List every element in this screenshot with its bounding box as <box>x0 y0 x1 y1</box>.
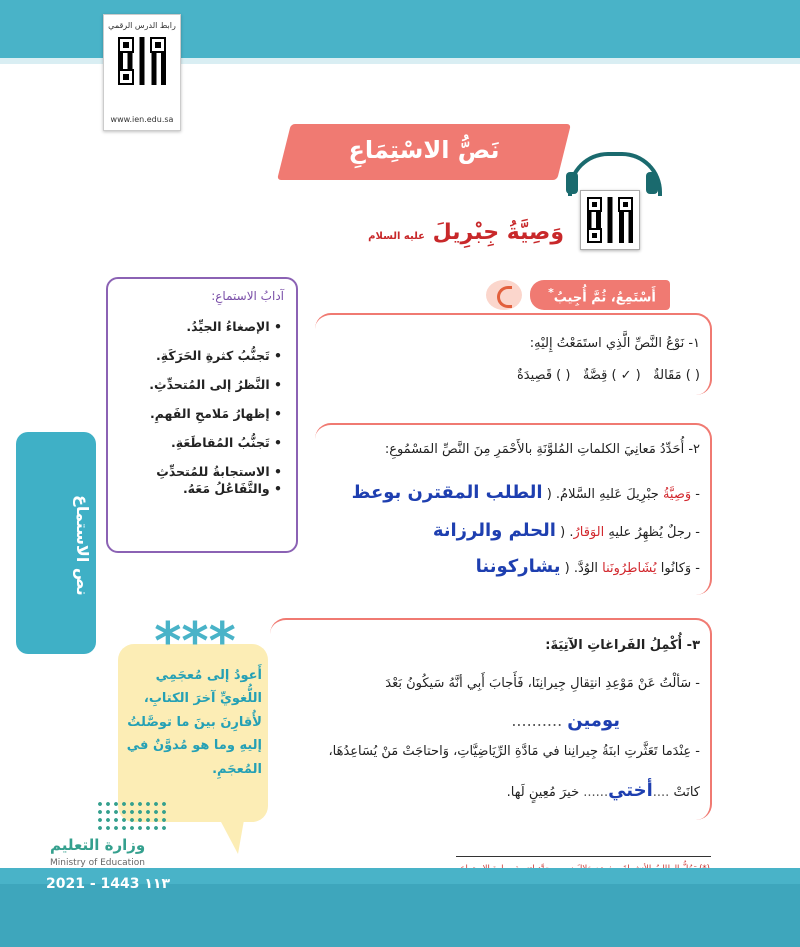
story-title-text: وَصِيَّةُ جِبْرِيلَ <box>432 220 564 245</box>
question-3-line-2: - عِنْدَما تَعَثَّرتِ ابنَةُ جِيرانِنا في مَادَّةِ الرِّيَاضِيَّاتِ، وَاحتاجَتْ مَنْ يُسَاعِدُهَا، <box>328 744 700 759</box>
digital-lesson-qr-card[interactable] <box>103 14 181 131</box>
ministry-name-arabic: وزارة التعليم <box>50 836 146 854</box>
question-3-answer-1-line: يومين .......... <box>511 710 620 731</box>
footnote-divider <box>456 856 711 857</box>
row-text: جبْرِيلَ عَليهِ السَّلامُ. ( <box>546 487 663 502</box>
list-item: • الإصغاءُ الجيِّدُ. <box>112 319 282 334</box>
list-item: • الاستجابةُ للمُتحدِّثِ <box>112 464 282 479</box>
ministry-logo-icon <box>96 800 166 834</box>
story-honorific: عليه السلام <box>368 231 425 242</box>
headphone-right-ear-icon <box>646 172 658 194</box>
row-text: خيرَ مُعِينٍ لَها. <box>506 785 580 800</box>
ear-listening-icon <box>486 280 522 310</box>
listen-answer-text: أَسْتَمِعُ، ثُمَّ أُجِيبُ <box>553 290 656 306</box>
answer-text[interactable]: يشاركوننا <box>475 556 561 577</box>
list-item: • النَّظرُ إلى المُتحدِّثِ. <box>112 377 282 392</box>
answer-text[interactable]: الحلم والرزانة <box>432 520 556 541</box>
listening-etiquette-box <box>106 277 298 553</box>
ministry-name-english: Ministry of Education <box>50 858 145 868</box>
listen-answer-label <box>540 286 664 305</box>
side-section-tab-label: نص الاستماع <box>73 494 92 596</box>
story-title <box>324 220 564 245</box>
row-text: كانَتْ <box>673 785 700 800</box>
highlighted-word: يُشَاطِرُونَنا <box>602 561 657 576</box>
edition-year: 2021 - 1443 <box>46 876 140 892</box>
option-poem[interactable]: ( ) قَصِيدَةٌ <box>516 368 571 383</box>
question-1-options <box>330 368 700 383</box>
row-text: - وَكانُوا <box>656 561 700 576</box>
etiquette-list <box>112 319 282 510</box>
headphone-left-ear-icon <box>566 172 578 194</box>
page-number <box>46 876 170 892</box>
option-article[interactable]: ( ) مَقَالةٌ <box>653 368 700 383</box>
row-text: - <box>691 487 700 502</box>
qr-code-icon[interactable] <box>118 37 166 85</box>
option-story[interactable]: ( ✓ ) قِصَّةٌ <box>582 368 641 383</box>
highlighted-word: الوَقارُ <box>573 525 605 540</box>
lesson-title: نَصُّ الاسْتِمَاعِ <box>348 136 500 164</box>
question-2-row <box>330 520 700 541</box>
question-3-line-1: - سَألْتُ عَنْ مَوْعِدِ انتِقالِ جِيرانِنَا، فَأَجابَ أَبِي أنَّهُ سَيكُونُ بَعْدَ <box>385 676 700 691</box>
highlighted-word: وَصِيَّةُ <box>662 487 692 502</box>
page-number-text: ١١٣ <box>144 876 171 892</box>
note-bubble-tail <box>220 820 244 854</box>
row-text: . ( <box>560 525 574 540</box>
question-3-text: ٣- أُكْمِلُ الفَراغاتِ الآتِيَةَ: <box>545 638 700 653</box>
audio-qr-code-icon[interactable] <box>580 190 640 250</box>
question-2-text: ٢- أُحَدِّدُ مَعانِيَ الكلماتِ المُلوَّنَةِ بالأَحْمَرِ مِنَ النَّصِّ المَسْمُوعِ: <box>384 442 700 457</box>
answer-text[interactable]: يومين <box>567 710 620 731</box>
question-3-line-3: كانَتْ ....أختي...... خيرَ مُعِينٍ لَها. <box>506 780 700 801</box>
row-text: - رجلٌ يُظهِرُ عليهِ <box>604 525 700 540</box>
list-item: • تَجنُّبُ كثرةِ الحَرَكَةِ. <box>112 348 282 363</box>
list-item: • إظهارُ مَلامحِ الفَهمِ. <box>112 406 282 421</box>
qr-caption-url[interactable]: www.ien.edu.sa <box>110 115 174 124</box>
note-text: أَعودُ إلى مُعجَمِي اللُّغويِّ آخرَ الكتابِ، لأُقارِنَ بينَ ما توصَّلتُ إليهِ وما هو مُدوَّنٌ في المُعجَمِ. <box>126 668 262 777</box>
footnote-star: * <box>548 286 554 299</box>
list-item: • والتَّفَاعُلُ مَعَهُ. <box>112 481 282 496</box>
etiquette-title: آدابُ الاستماعِ: <box>211 289 284 303</box>
question-2-row <box>330 482 700 503</box>
answer-text[interactable]: الطلب المقترن بوعظ <box>351 482 543 503</box>
bottom-inner-band <box>0 884 800 947</box>
qr-caption-top: رابط الدرس الرقمي <box>108 21 176 30</box>
row-text: الوُدَّ. ( <box>564 561 603 576</box>
list-item: • تَجنُّبُ المُقاطَعَةِ. <box>112 435 282 450</box>
note-stars: *** <box>154 612 236 672</box>
question-2-row <box>330 556 700 577</box>
question-1-text: ١- نَوْعُ النَّصِّ الَّذِي استَمَعْتُ إِليْهِ: <box>529 336 700 351</box>
answer-text[interactable]: أختي <box>608 780 653 801</box>
